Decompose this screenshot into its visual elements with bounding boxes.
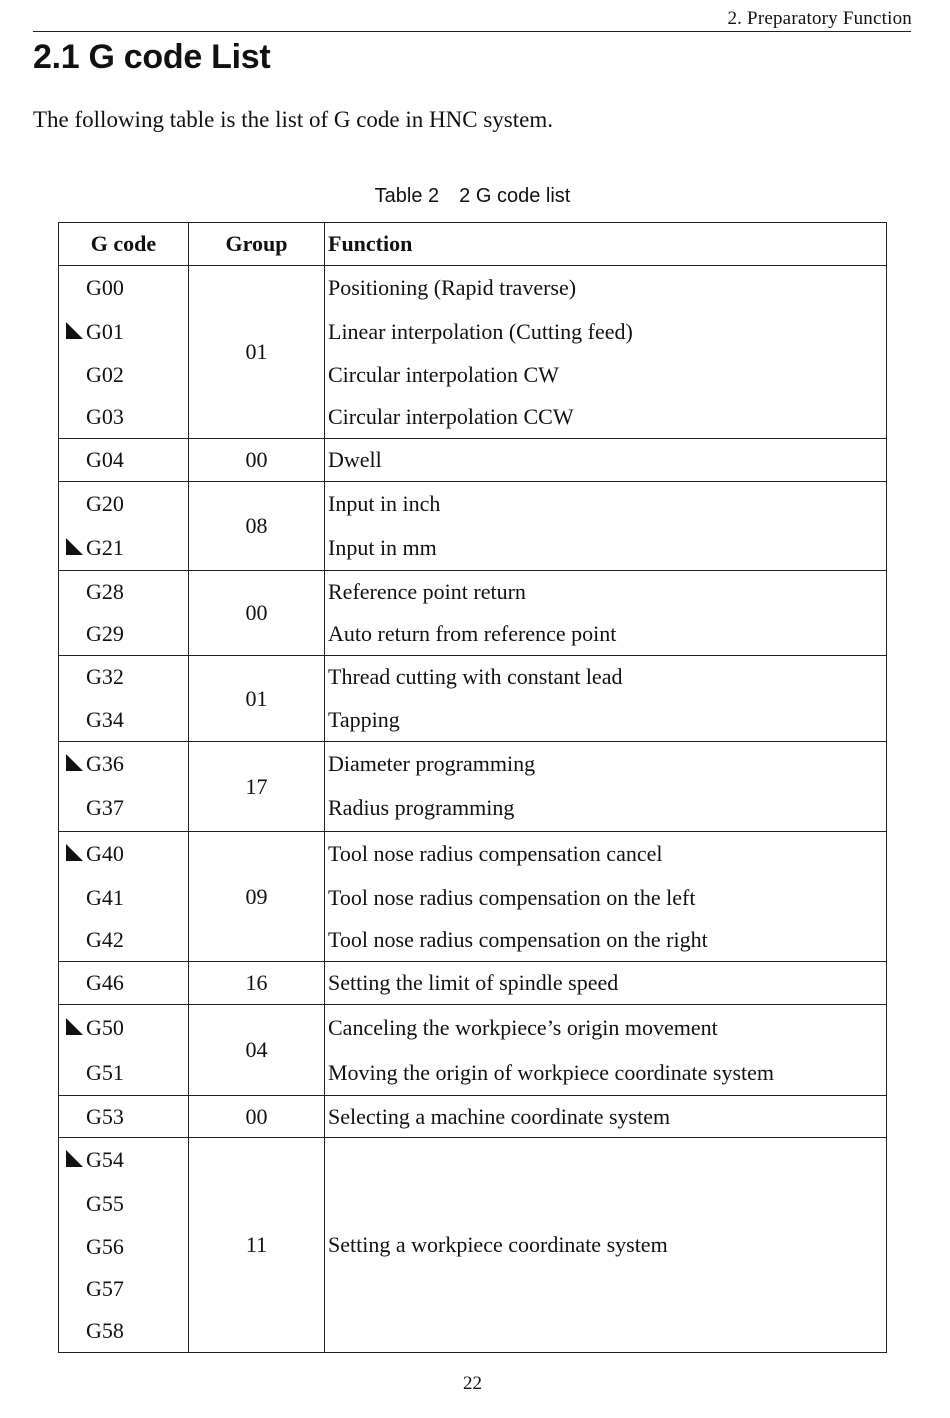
- function-cell: Moving the origin of workpiece coordinate system: [325, 1051, 887, 1096]
- function-cell: Setting a workpiece coordinate system: [325, 1138, 887, 1353]
- page-number: 22: [463, 1373, 482, 1394]
- header-rule: [33, 31, 911, 32]
- default-mode-triangle-icon: [66, 322, 83, 339]
- g-code-text: G56: [86, 1233, 124, 1259]
- g-code-cell: [59, 1226, 189, 1268]
- table-row: [59, 571, 887, 614]
- header-group: Group: [189, 223, 325, 266]
- function-cell: Diameter programming: [325, 742, 887, 786]
- function-cell: Input in inch: [325, 482, 887, 526]
- table-row: [59, 614, 887, 656]
- group-cell: 00: [189, 571, 325, 656]
- default-mode-triangle-icon: [66, 754, 83, 771]
- function-cell: Dwell: [325, 439, 887, 482]
- group-cell: 01: [189, 656, 325, 742]
- function-cell: Tool nose radius compensation on the left: [325, 877, 887, 920]
- g-code-cell: [59, 439, 189, 482]
- g-code-text: G54: [86, 1147, 124, 1173]
- default-mode-triangle-icon: [66, 1018, 83, 1035]
- table-body: [59, 266, 887, 1353]
- group-cell: 16: [189, 962, 325, 1005]
- g-code-cell: [59, 877, 189, 920]
- g-code-cell: [59, 482, 189, 526]
- g-code-cell: [59, 656, 189, 699]
- group-cell: 11: [189, 1138, 325, 1353]
- function-cell: Selecting a machine coordinate system: [325, 1096, 887, 1138]
- table-row: [59, 1005, 887, 1051]
- g-code-cell: [59, 1311, 189, 1353]
- header-function: Function: [325, 223, 887, 266]
- function-cell: Circular interpolation CW: [325, 355, 887, 396]
- g-code-cell: [59, 1183, 189, 1226]
- header-g-code: G code: [59, 223, 189, 266]
- group-cell: 17: [189, 742, 325, 832]
- default-mode-triangle-icon: [66, 844, 83, 861]
- g-code-cell: [59, 310, 189, 355]
- table-row: [59, 962, 887, 1005]
- table-row: [59, 920, 887, 962]
- function-cell: Radius programming: [325, 786, 887, 832]
- g-code-cell: [59, 526, 189, 571]
- table-row: [59, 310, 887, 355]
- function-cell: Reference point return: [325, 571, 887, 614]
- g-code-cell: [59, 614, 189, 656]
- g-code-table: [58, 222, 887, 1353]
- default-mode-triangle-icon: [66, 538, 83, 555]
- group-cell: 08: [189, 482, 325, 571]
- table-row: [59, 396, 887, 439]
- function-cell: Tool nose radius compensation on the right: [325, 920, 887, 962]
- g-code-text: G58: [86, 1318, 124, 1344]
- g-code-text: G00: [86, 274, 124, 300]
- group-cell: 01: [189, 266, 325, 439]
- g-code-cell: [59, 1005, 189, 1051]
- g-code-cell: [59, 266, 189, 310]
- function-cell: Positioning (Rapid traverse): [325, 266, 887, 310]
- table-row: [59, 526, 887, 571]
- function-cell: Canceling the workpiece’s origin movement: [325, 1005, 887, 1051]
- g-code-text: G29: [86, 621, 124, 647]
- g-code-text: G04: [86, 447, 124, 472]
- table-row: [59, 699, 887, 742]
- group-cell: 04: [189, 1005, 325, 1096]
- function-cell: Tool nose radius compensation cancel: [325, 832, 887, 877]
- g-code-cell: [59, 962, 189, 1005]
- table-row: [59, 482, 887, 526]
- g-code-text: G34: [86, 706, 124, 732]
- table-caption-text: 2 G code list: [459, 185, 571, 207]
- g-code-text: G28: [86, 579, 124, 605]
- g-code-cell: [59, 1268, 189, 1311]
- g-code-text: G01: [86, 319, 124, 344]
- function-cell: Auto return from reference point: [325, 614, 887, 656]
- g-code-cell: [59, 786, 189, 832]
- section-title: 2.1 G code List: [33, 38, 271, 76]
- table-row: [59, 1051, 887, 1096]
- table-row: [59, 439, 887, 482]
- g-code-cell: [59, 571, 189, 614]
- g-code-text: G50: [86, 1014, 124, 1040]
- g-code-cell: [59, 355, 189, 396]
- g-code-text: G20: [86, 490, 124, 516]
- function-cell: Setting the limit of spindle speed: [325, 962, 887, 1005]
- table-row: [59, 832, 887, 877]
- g-code-text: G40: [86, 841, 124, 867]
- table-row: [59, 742, 887, 786]
- group-cell: 09: [189, 832, 325, 962]
- g-code-cell: [59, 920, 189, 962]
- g-code-text: G55: [86, 1191, 124, 1216]
- running-header: 2. Preparatory Function: [727, 8, 912, 29]
- group-cell: 00: [189, 1096, 325, 1138]
- g-code-text: G02: [86, 362, 124, 387]
- g-code-text: G41: [86, 885, 124, 910]
- table-row: [59, 355, 887, 396]
- table-row: [59, 1096, 887, 1138]
- g-code-text: G21: [86, 534, 124, 560]
- function-cell: Input in mm: [325, 526, 887, 571]
- table-row: [59, 656, 887, 699]
- table-row: [59, 877, 887, 920]
- g-code-cell: [59, 1096, 189, 1138]
- function-cell: Linear interpolation (Cutting feed): [325, 310, 887, 355]
- g-code-cell: [59, 742, 189, 786]
- table-caption: [0, 185, 945, 208]
- g-code-text: G57: [86, 1276, 124, 1301]
- g-code-cell: [59, 1138, 189, 1183]
- g-code-cell: [59, 832, 189, 877]
- g-code-text: G03: [86, 403, 124, 429]
- g-code-text: G36: [86, 750, 124, 776]
- g-code-text: G46: [86, 970, 124, 995]
- g-code-cell: [59, 1051, 189, 1096]
- group-cell: 00: [189, 439, 325, 482]
- table-row: [59, 266, 887, 310]
- g-code-text: G37: [86, 795, 124, 821]
- g-code-text: G53: [86, 1103, 124, 1129]
- table-header-row: [59, 223, 887, 266]
- g-code-text: G32: [86, 664, 124, 690]
- g-code-text: G51: [86, 1059, 124, 1085]
- function-cell: Tapping: [325, 699, 887, 742]
- function-cell: Thread cutting with constant lead: [325, 656, 887, 699]
- g-code-cell: [59, 396, 189, 439]
- intro-paragraph: The following table is the list of G code in HNC system.: [33, 107, 553, 132]
- table-caption-number: Table 2: [374, 185, 440, 207]
- g-code-cell: [59, 699, 189, 742]
- g-code-text: G42: [86, 927, 124, 953]
- table-row: [59, 1138, 887, 1183]
- default-mode-triangle-icon: [66, 1150, 83, 1167]
- table-row: [59, 786, 887, 832]
- function-cell: Circular interpolation CCW: [325, 396, 887, 439]
